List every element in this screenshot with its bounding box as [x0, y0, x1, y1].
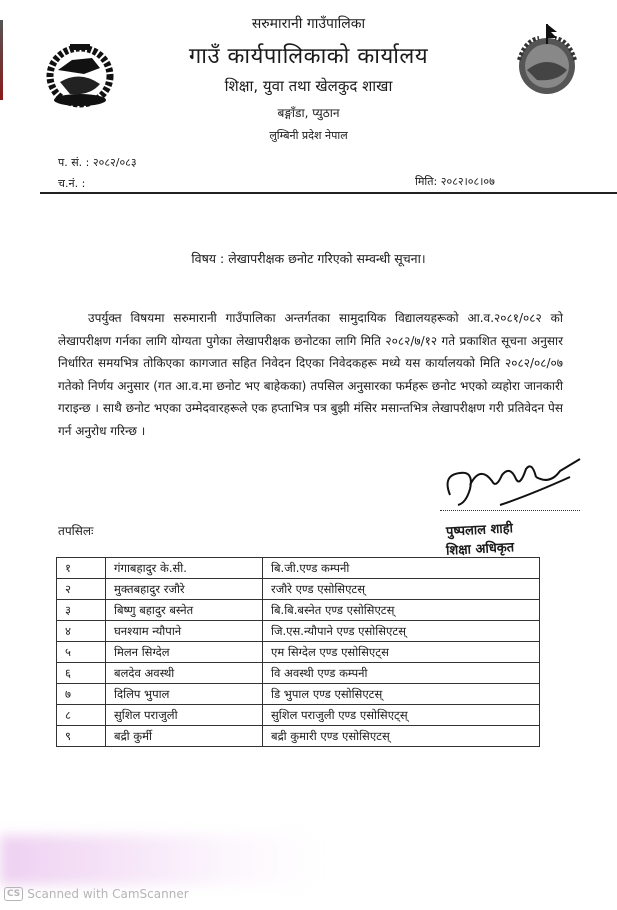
firm-name-cell: बि.जी.एण्ड कम्पनी — [263, 558, 540, 579]
serial-number-cell: ९ — [57, 726, 106, 747]
serial-number-cell: ४ — [57, 621, 106, 642]
table-row — [57, 600, 540, 621]
watermark-text: Scanned with CamScanner — [27, 887, 189, 901]
auditor-name-cell: गंगाबहादुर के.सी. — [106, 558, 263, 579]
firm-name-cell: वि अवस्थी एण्ड कम्पनी — [263, 663, 540, 684]
selected-auditors-table — [56, 557, 540, 747]
firm-name-cell: डि भुपाल एण्ड एसोसिएटस् — [263, 684, 540, 705]
firm-name-cell: रजौरे एण्ड एसोसिएटस् — [263, 579, 540, 600]
serial-number-cell: ८ — [57, 705, 106, 726]
subject-line: विषय : लेखापरीक्षक छनोट गरिएको सम्वन्धी सूचना। — [191, 251, 426, 266]
camscanner-watermark — [4, 887, 189, 901]
signature-line — [440, 510, 580, 511]
letter-number: प. सं. : २०८२/०८३ — [58, 156, 137, 169]
table-row — [57, 558, 540, 579]
auditor-name-cell: मुक्तबहादुर रजौरे — [106, 579, 263, 600]
office-name: गाउँ कार्यपालिकाको कार्यालय — [188, 44, 429, 69]
table-row — [57, 579, 540, 600]
auditor-name-cell: दिलिप भुपाल — [106, 684, 263, 705]
table-row — [57, 684, 540, 705]
camscanner-logo-icon: CS — [4, 887, 23, 901]
firm-name-cell: बि.बि.बस्नेत एण्ड एसोसिएटस् — [263, 600, 540, 621]
handwritten-signature — [440, 455, 590, 515]
table-row — [57, 642, 540, 663]
notice-body: उपर्युक्त विषयमा सरुमारानी गाउँपालिका अन्तर्गतका सामुदायिक विद्यालयहरूको आ.व.२०८१/०८२ को लेखापरीक्षण गर्नका लागि योग्यता पुगेका लेखापरीक्षक छनोटका लागि मिति २०८२/७/१२ गते प्रकाशित सूचना अनुसार निर्धारित समयभित्र तोकिएका कागजात सहित निवेदन दिएका निवेदकहरू मध्ये यस कार्यालयको मिति २०८२/०८/०७ गतेको निर्णय अनुसार (गत आ.व.मा छनोट भए बाहेकका) तपसिल अनुसारका फर्महरू छनोट भएको व्यहोरा जानकारी गराइन्छ । साथै छनोट भएका उम्मेदवारहरूले एक हप्ताभित्र पत्र बुझी मंसिर मसान्तभित्र लेखापरीक्षण गरी प्रतिवेदन पेस गर्न अनुरोध गरिन्छ । — [58, 311, 563, 438]
header-divider — [40, 192, 617, 194]
letter-date: मिति: २०८२।०८।०७ — [415, 175, 495, 188]
table-row — [57, 726, 540, 747]
table-row — [57, 705, 540, 726]
serial-number-cell: ६ — [57, 663, 106, 684]
serial-number-cell: ३ — [57, 600, 106, 621]
branch-name: शिक्षा, युवा तथा खेलकुद शाखा — [224, 77, 393, 95]
scan-stain — [0, 835, 320, 885]
serial-number-cell: ५ — [57, 642, 106, 663]
auditor-name-cell: घनश्याम न्यौपाने — [106, 621, 263, 642]
firm-name-cell: बद्री कुमारी एण्ड एसोसिएटस् — [263, 726, 540, 747]
province-name: लुम्बिनी प्रदेश नेपाल — [269, 129, 348, 142]
signatory-name: पुष्पलाल शाही — [445, 521, 514, 540]
firm-name-cell: जि.एस.न्यौपाने एण्ड एसोसिएटस् — [263, 621, 540, 642]
auditor-name-cell: सुशिल पराजुली — [106, 705, 263, 726]
auditor-name-cell: बिष्णु बहादुर बस्नेत — [106, 600, 263, 621]
firm-name-cell: सुशिल पराजुली एण्ड एसोसिएट्स् — [263, 705, 540, 726]
signatory-title: शिक्षा अधिकृत — [445, 540, 515, 559]
serial-number-cell: २ — [57, 579, 106, 600]
firm-name-cell: एम सिग्देल एण्ड एसोसिएट्स — [263, 642, 540, 663]
office-address: बङ्गाँडा, प्युठान — [277, 106, 340, 120]
serial-number-cell: ७ — [57, 684, 106, 705]
auditor-name-cell: बलदेव अवस्थी — [106, 663, 263, 684]
auditor-name-cell: मिलन सिग्देल — [106, 642, 263, 663]
municipality-name: सरुमारानी गाउँपालिका — [251, 16, 366, 32]
serial-number-cell: १ — [57, 558, 106, 579]
auditor-name-cell: बद्री कुर्मी — [106, 726, 263, 747]
table-row — [57, 663, 540, 684]
dispatch-number: च.नं. : — [58, 177, 86, 190]
table-row — [57, 621, 540, 642]
details-label: तपसिलः — [58, 524, 94, 538]
